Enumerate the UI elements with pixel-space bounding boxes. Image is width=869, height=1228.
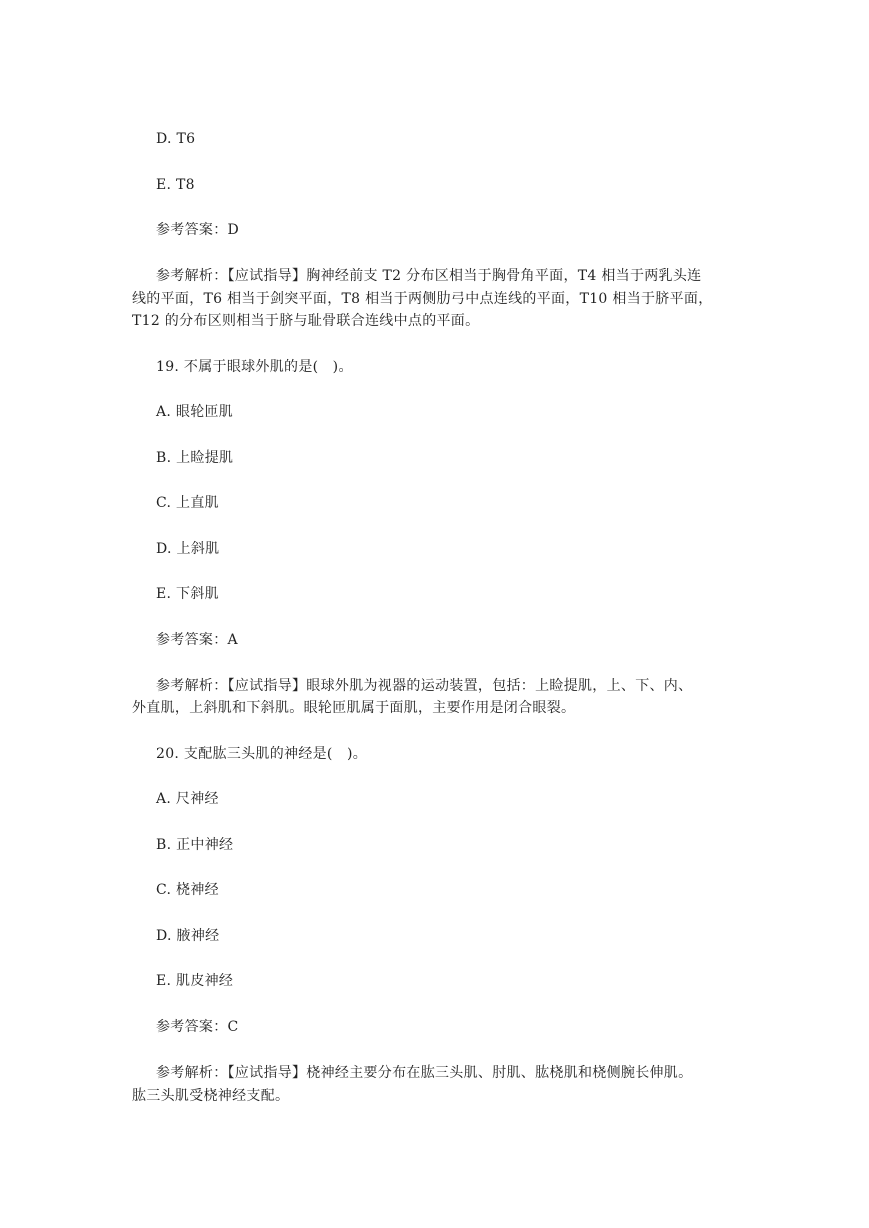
q18-option-e: E. T8: [156, 177, 195, 193]
q20-explanation-line: 肱三头肌受桡神经支配。: [132, 1088, 290, 1104]
q19-question: 19. 不属于眼球外肌的是( )。: [156, 359, 353, 375]
q19-option-b: B. 上睑提肌: [156, 450, 234, 466]
q18-explanation-line: 线的平面，T6 相当于剑突平面，T8 相当于两侧肋弓中点连线的平面，T10 相当于脐平面，: [132, 291, 713, 307]
q19-explanation-line: 外直肌，上斜肌和下斜肌。眼轮匝肌属于面肌，主要作用是闭合眼裂。: [132, 700, 576, 716]
q18-answer: 参考答案：D: [156, 222, 240, 238]
q19-option-d: D. 上斜肌: [156, 541, 220, 557]
q18-explanation-line: T12 的分布区则相当于脐与耻骨联合连线中点的平面。: [132, 313, 480, 329]
q20-explanation-line: 参考解析：【应试指导】桡神经主要分布在肱三头肌、肘肌、肱桡肌和桡侧腕长伸肌。: [156, 1065, 693, 1081]
q18-option-d: D. T6: [156, 131, 196, 147]
q20-option-a: A. 尺神经: [156, 791, 219, 807]
q19-answer: 参考答案：A: [156, 632, 238, 648]
q19-option-a: A. 眼轮匝肌: [156, 404, 234, 420]
q20-option-b: B. 正中神经: [156, 837, 234, 853]
q20-option-d: D. 腋神经: [156, 928, 220, 944]
q20-answer: 参考答案：C: [156, 1019, 239, 1035]
q20-question: 20. 支配肱三头肌的神经是( )。: [156, 746, 368, 762]
q19-explanation-line: 参考解析：【应试指导】眼球外肌为视器的运动装置，包括：上睑提肌，上、下、内、: [156, 678, 693, 694]
q20-option-e: E. 肌皮神经: [156, 973, 234, 989]
q19-option-e: E. 下斜肌: [156, 586, 219, 602]
q20-option-c: C. 桡神经: [156, 882, 219, 898]
q19-option-c: C. 上直肌: [156, 495, 219, 511]
q18-explanation-line: 参考解析：【应试指导】胸神经前支 T2 分布区相当于胸骨角平面，T4 相当于两乳头连: [156, 268, 702, 284]
